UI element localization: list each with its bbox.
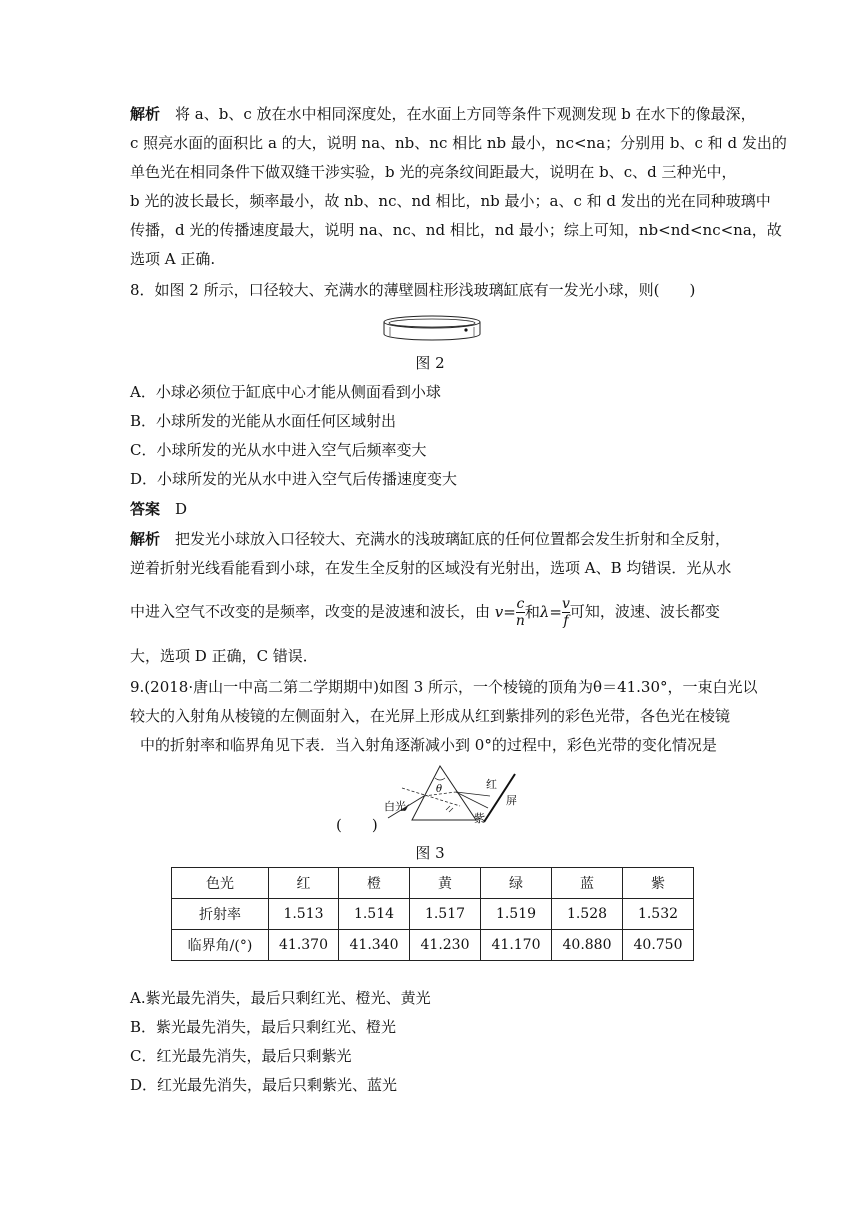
color-light-table (171, 867, 694, 961)
figure-2-glass-tank (380, 312, 484, 344)
q8-option-d[interactable]: D．小球所发的光从水中进入空气后传播速度变大 (130, 470, 458, 488)
table-cell: 临界角/(°) (172, 930, 269, 961)
table-header-cell: 紫 (623, 868, 694, 899)
table-row (172, 930, 694, 961)
q9-option-d[interactable]: D．红光最先消失，最后只剩紫光、蓝光 (130, 1076, 398, 1094)
table-header-cell: 蓝 (552, 868, 623, 899)
table-cell: 41.340 (339, 930, 410, 961)
q8-stem: 8．如图 2 所示，口径较大、充满水的薄壁圆柱形浅玻璃缸底有一发光小球，则( ) (130, 281, 696, 299)
q8-option-a[interactable]: A．小球必须位于缸底中心才能从侧面看到小球 (130, 383, 441, 401)
table-header-cell: 红 (269, 868, 339, 899)
q8-answer (130, 499, 187, 519)
table-cell: 41.370 (269, 930, 339, 961)
table-cell: 1.513 (269, 899, 339, 930)
q9-stem-line-2: 较大的入射角从棱镜的左侧面射入，在光屏上形成从红到紫排列的彩色光带，各色光在棱镜 (130, 707, 731, 725)
table-cell: 40.880 (552, 930, 623, 961)
table-row (172, 899, 694, 930)
q8-analysis-line-1: 解析 把发光小球放入口径较大、充满水的浅玻璃缸底的任何位置都会发生折射和全反射， (130, 530, 731, 548)
answer-value: D (175, 500, 188, 518)
table-header-row (172, 868, 694, 899)
q8-option-b[interactable]: B．小球所发的光能从水面任何区域射出 (130, 412, 397, 430)
analysis-line-6: 选项 A 正确. (130, 250, 216, 268)
white-light-label: 白光 (384, 800, 406, 813)
analysis-label: 解析 (130, 105, 161, 123)
table-header-cell: 色光 (172, 868, 269, 899)
theta-label: θ (436, 784, 443, 795)
answer-label: 答案 (130, 500, 161, 518)
q9-answer-paren: ( ) (336, 816, 378, 834)
q8-analysis-line-2: 逆着折射光线看能看到小球，在发生全反射的区域没有光射出，选项 A、B 均错误．光从水 (130, 559, 732, 577)
q8-analysis-line-3: 中进入空气不改变的是频率，改变的是波速和波长，由 v= $\frac{c}{n}$ 和λ= $\frac{v}{f}$ 可知，波速、波长都变 (130, 596, 720, 629)
table-cell: 1.532 (623, 899, 694, 930)
table-header-cell: 绿 (481, 868, 552, 899)
table-header-cell: 橙 (339, 868, 410, 899)
red-label: 红 (486, 778, 497, 791)
table-cell: 折射率 (172, 899, 269, 930)
table-cell: 1.514 (339, 899, 410, 930)
q8-analysis-line-4: 大，选项 D 正确，C 错误． (130, 647, 318, 665)
formula-v-c-over-n: v= $\frac{c}{n}$ 和λ= $\frac{v}{f}$ (494, 596, 570, 629)
table-header-cell: 黄 (410, 868, 481, 899)
q9-option-c[interactable]: C．红光最先消失，最后只剩紫光 (130, 1047, 352, 1065)
q9-stem-line-1: 9.(2018·唐山一中高二第二学期期中)如图 3 所示，一个棱镜的顶角为θ＝41.30°，一束白光以 (130, 678, 758, 696)
analysis-line-5: 传播，d 光的传播速度最大，说明 na、nc、nd 相比，nd 最小；综上可知，nb<nd<nc<na，故 (130, 221, 782, 239)
analysis-line-2: c 照亮水面的面积比 a 的大，说明 na、nb、nc 相比 nb 最小，nc<na；分别用 b、c 和 d 发出的 (130, 134, 787, 152)
analysis-line-4: b 光的波长最长，频率最小，故 nb、nc、nd 相比，nb 最小；a、c 和 d 发出的光在同种玻璃中 (130, 192, 771, 210)
q9-option-b[interactable]: B．紫光最先消失，最后只剩红光、橙光 (130, 1018, 397, 1036)
figure-3-caption: 图 3 (415, 844, 445, 862)
table-cell: 41.170 (481, 930, 552, 961)
figure-3-prism-diagram (380, 762, 530, 832)
table-cell: 1.517 (410, 899, 481, 930)
table-cell: 40.750 (623, 930, 694, 961)
table-cell: 1.528 (552, 899, 623, 930)
analysis-line-3: 单色光在相同条件下做双缝干涉实验，b 光的亮条纹间距最大，说明在 b、c、d 三种光中， (130, 163, 737, 181)
figure-2-caption: 图 2 (415, 354, 445, 372)
q9-stem-line-3: 中的折射率和临界角见下表．当入射角逐渐减小到 0°的过程中，彩色光带的变化情况是 (140, 736, 717, 754)
screen-label: 屏 (506, 794, 517, 807)
q8-option-c[interactable]: C．小球所发的光从水中进入空气后频率变大 (130, 441, 427, 459)
q9-option-a[interactable]: A.紫光最先消失，最后只剩红光、橙光、黄光 (130, 989, 431, 1007)
table-cell: 41.230 (410, 930, 481, 961)
analysis-line-1: 解析 将 a、b、c 放在水中相同深度处，在水面上方同等条件下观测发现 b 在水下的像最深， (130, 105, 756, 123)
light-ball (464, 328, 467, 331)
table-cell: 1.519 (481, 899, 552, 930)
violet-label: 紫 (474, 812, 485, 825)
analysis-label: 解析 (130, 530, 161, 548)
